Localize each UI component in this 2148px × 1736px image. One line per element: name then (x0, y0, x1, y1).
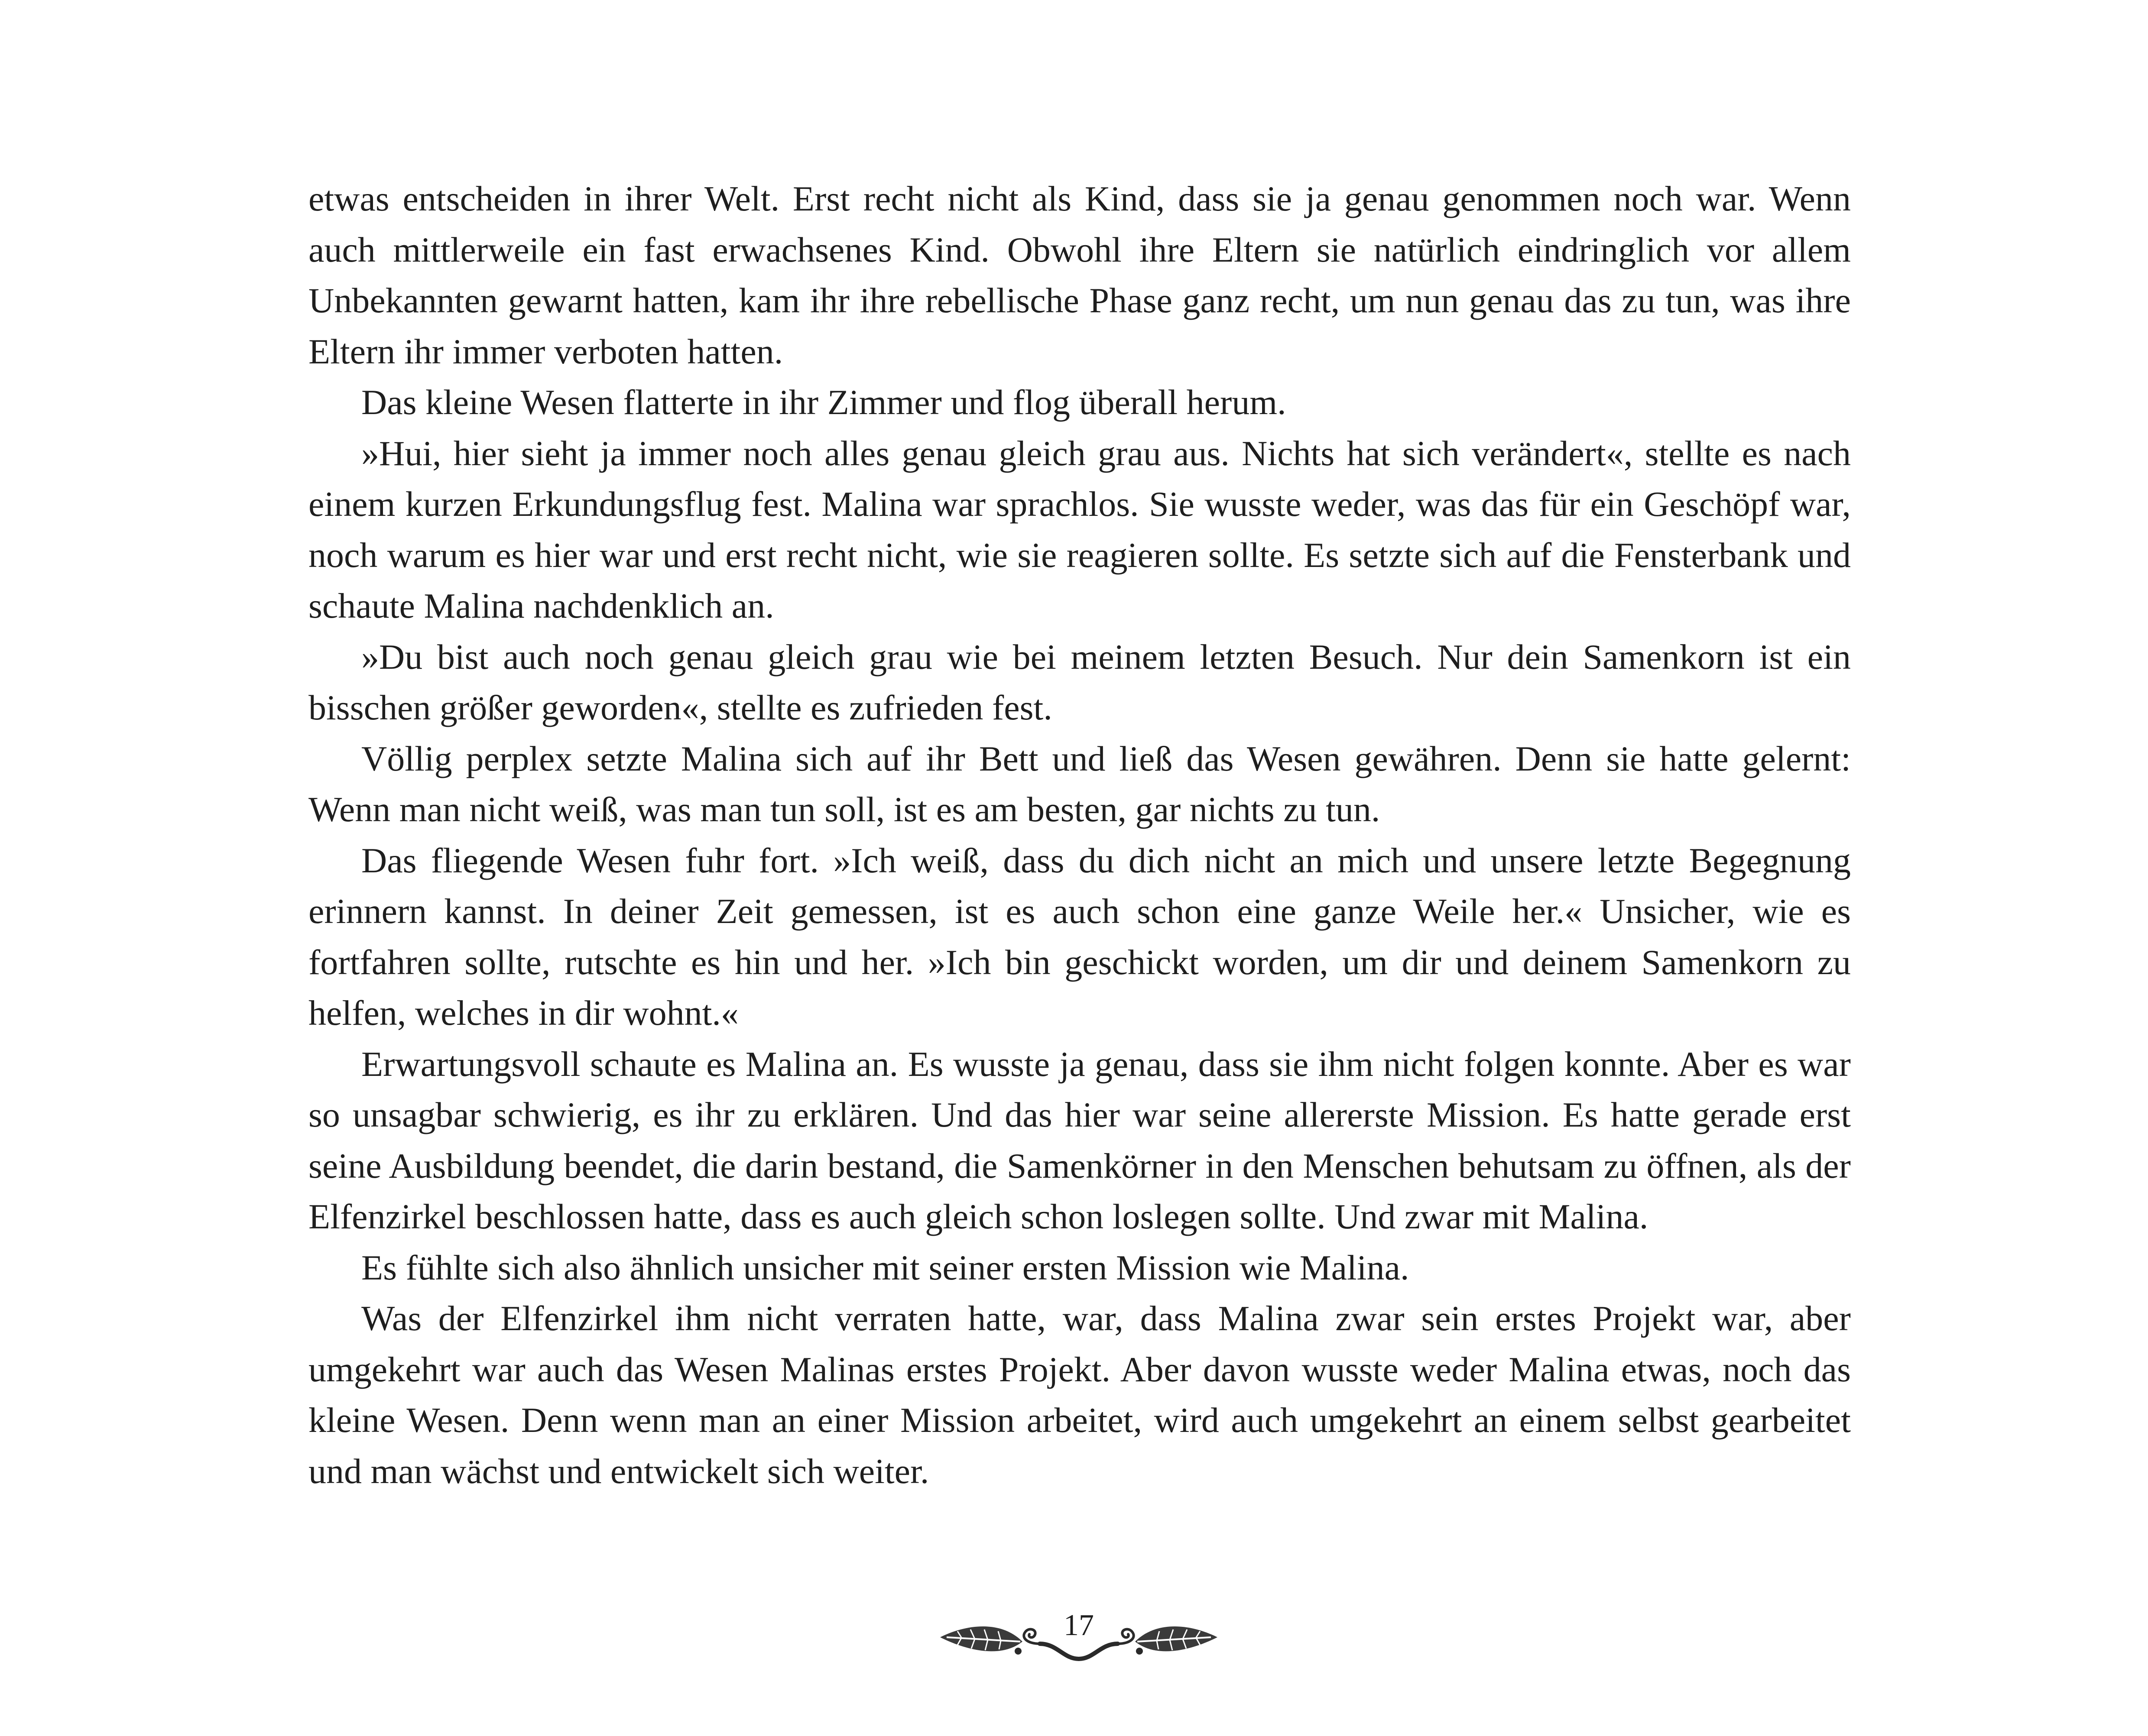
paragraph-9: Was der Elfenzirkel ihm nicht verraten hatte, war, dass Malina zwar sein erstes Projekt war, aber umgekehrt war auch das Wesen Malinas erstes Projekt. Aber davon wusste weder Malina etwas, noch das kleine Wesen. Denn wenn man an einer Mission arbeitet, wird auch umgekehrt an einem selbst gearbeitet und man wächst und entwickelt sich weiter. (308, 1299, 1851, 1491)
body-text (308, 173, 1851, 1496)
paragraph-6: Das fliegende Wesen fuhr fort. »Ich weiß, dass du dich nicht an mich und unsere letzte Begegnung erinnern kannst. In deiner Zeit gemessen, ist es auch schon eine ganze Weile her.« Unsicher, wie es fortfahren sollte, rutschte es hin und her. »Ich bin geschickt worden, um dir und deinem Samenkorn zu helfen, welches in dir wohnt.« (308, 840, 1851, 1033)
paragraph-8: Es fühlte sich also ähnlich unsicher mit seiner ersten Mission wie Malina. (361, 1247, 1409, 1287)
page-footer (931, 1603, 1226, 1685)
paragraph-7: Erwartungsvoll schaute es Malina an. Es wusste ja genau, dass sie ihm nicht folgen konnte. Aber es war so unsagbar schwierig, es ihr zu erklären. Und das hier war seine allererste Mission. Es hatte gerade erst seine Ausbildung beendet, die darin bestand, die Samenkörner in den Menschen behutsam zu öffnen, als der Elfenzirkel beschlossen hatte, dass es auch gleich schon loslegen sollte. Und zwar mit Malina. (308, 1044, 1851, 1236)
paragraph-5: Völlig perplex setzte Malina sich auf ihr Bett und ließ das Wesen gewähren. Denn sie hatte gelernt: Wenn man nicht weiß, was man tun soll, ist es am besten, gar nichts zu tun. (308, 738, 1851, 829)
paragraph-2: Das kleine Wesen flatterte in ihr Zimmer und flog überall herum. (361, 382, 1286, 422)
paragraph-4: »Du bist auch noch genau gleich grau wie bei meinem letzten Besuch. Nur dein Samenkorn ist ein bisschen größer geworden«, stellte es zufrieden fest. (308, 637, 1851, 727)
paragraph-1: etwas entscheiden in ihrer Welt. Erst recht nicht als Kind, dass sie ja genau genommen noch war. Wenn auch mittlerweile ein fast erwachsenes Kind. Obwohl ihre Eltern sie natürlich eindringlich vor allem Unbekannten gewarnt hatten, kam ihr ihre rebellische Phase ganz recht, um nun genau das zu tun, was ihre Eltern ihr immer verboten hatten. (308, 179, 1851, 371)
page-number: 17 (1064, 1609, 1094, 1642)
paragraph-3: »Hui, hier sieht ja immer noch alles genau gleich grau aus. Nichts hat sich verändert«, stellte es nach einem kurzen Erkundungsflug fest. Malina war sprachlos. Sie wusste weder, was das für ein Geschöpf war, noch warum es hier war und erst recht nicht, wie sie reagieren sollte. Es setzte sich auf die Fensterbank und schaute Malina nachdenklich an. (308, 433, 1851, 625)
